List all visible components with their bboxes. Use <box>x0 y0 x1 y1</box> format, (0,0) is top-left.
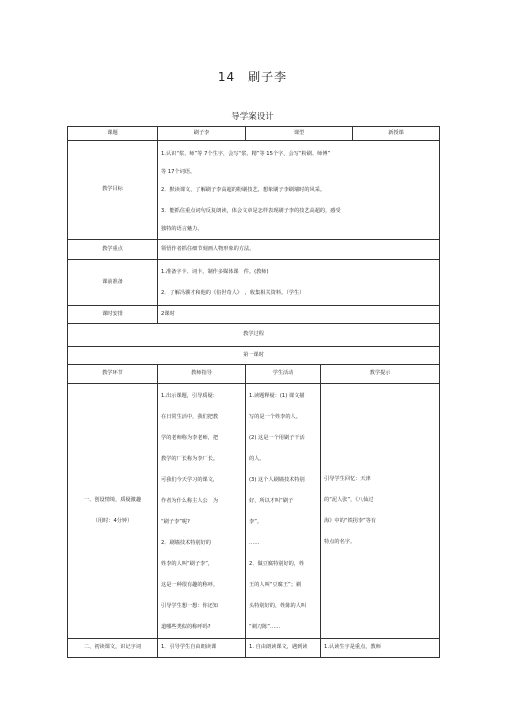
header-topic-label: 课题 <box>68 127 158 141</box>
teacher-line: 这是一种很有趣的称呼。 <box>161 582 219 588</box>
teacher-line: 2．刷墙技术特别好的 <box>161 540 211 546</box>
teacher-line: “刷子李”呢? <box>161 519 190 525</box>
student-line: 李”。 <box>249 519 263 525</box>
student-line: …… <box>249 540 260 546</box>
preparation-content <box>158 260 440 306</box>
student-line: 好，所以才叫“刷子 <box>249 498 294 504</box>
header-type-label: 课型 <box>246 127 353 141</box>
page-subtitle: 导学案设计 <box>231 112 274 122</box>
key-point-text: 领悟作者抓住细节刻画人物形象的方法。 <box>158 240 440 260</box>
objective-line: 3．能抓住重点词句反复朗读，体会文章是怎样表现刷子李的技艺高超的，感受 <box>161 207 341 214</box>
hint-line: 海》中的“铁拐李”等有 <box>324 518 377 524</box>
lesson-title-row <box>68 347 440 365</box>
column-header: 教学提示 <box>321 365 440 384</box>
stage1-teacher <box>158 384 246 639</box>
teacher-line: 引导学生想一想：你还知 <box>161 603 219 609</box>
stage2-name: 二、初读课文，识记字词 <box>68 639 158 658</box>
header-topic-value: 刷子李 <box>158 127 246 141</box>
objective-line: 2．默读课文，了解刷子李高超的粉刷技艺，想象刷子李刷墙时的风采。 <box>161 186 326 193</box>
stage1-time: （用时：4分钟） <box>92 518 133 524</box>
stage2-teacher: 1．引导学生自由朗读课 <box>158 639 246 658</box>
preparation-label: 课前准备 <box>68 260 158 306</box>
teacher-line: 学的老师称为李老师，把 <box>161 435 219 441</box>
objective-line: 独特的语言魅力。 <box>161 225 203 232</box>
student-line: 王的人叫“豆腐王”；剃 <box>249 582 302 588</box>
stage1-row <box>68 384 440 639</box>
stage2-student: 1. 自由朗读课文，遇到读 <box>246 639 321 658</box>
teacher-line: 可我们今天学习的课文， <box>161 477 219 483</box>
stage1-name-cell <box>68 384 158 639</box>
student-line: 头特别好的，姓陈的人叫 <box>249 603 307 609</box>
student-line: 写的是一个姓李的人。 <box>249 414 301 420</box>
hint-line: 引导学生回忆：天津 <box>324 476 371 482</box>
teacher-line: 教学的厂长称为李厂长。 <box>161 456 219 462</box>
process-title-row <box>68 324 440 347</box>
objective-line: 等 17个词语。 <box>161 168 196 175</box>
key-point-label: 教学重点 <box>68 240 158 260</box>
student-line: 的人。 <box>249 456 265 462</box>
objective-line: 1.认识“浆、师”等 7个生字，会写“浆、精”等 15个字，会写“粉刷、师傅” <box>161 150 331 157</box>
student-line: (2) 这是一个用刷子干活 <box>249 435 305 441</box>
stage1-hint <box>321 384 440 639</box>
column-header-row <box>68 365 440 384</box>
student-line: 2．做豆腐特别好的，姓 <box>249 561 305 567</box>
page-title: 14 刷子李 <box>217 70 288 84</box>
column-header: 教学环节 <box>68 365 158 384</box>
student-line: 1.读题释疑：(1) 课文描 <box>249 393 305 399</box>
objectives-row <box>68 141 440 240</box>
preparation-line: 2．了解冯骥才和他的《俗世奇人》 ，收集相关资料。（学生） <box>161 289 305 296</box>
hint-line: 的“泥人张”，《八仙过 <box>324 497 374 503</box>
schedule-text: 2课时 <box>158 306 440 324</box>
teacher-line: 在日常生活中，我们把教 <box>161 414 219 420</box>
teacher-line: 作者为什么称主人公 为 <box>161 498 219 504</box>
schedule-label: 课时安排 <box>68 306 158 324</box>
column-header: 学生活动 <box>246 365 321 384</box>
student-line: “剃刀陈”…… <box>249 624 281 630</box>
schedule-row <box>68 306 440 324</box>
stage2-row <box>68 639 440 658</box>
preparation-row <box>68 260 440 306</box>
column-header: 教师指导 <box>158 365 246 384</box>
header-type-value: 新授课 <box>353 127 440 141</box>
header-row <box>68 127 440 141</box>
stage1-name: 一、创设情境，质疑激趣 <box>83 497 142 503</box>
process-title: 教学过程 <box>68 324 440 347</box>
teacher-line: 道哪些类似的称呼吗? <box>161 624 211 630</box>
stage1-student <box>246 384 321 639</box>
teacher-line: 1.出示课题，引导质疑： <box>161 393 218 399</box>
objectives-label: 教学目标 <box>68 141 158 240</box>
hint-line: 特点的名字。 <box>324 539 356 545</box>
teacher-line: 姓李的人叫“刷子李”， <box>161 561 214 567</box>
key-point-row <box>68 240 440 260</box>
objectives-content <box>158 141 440 240</box>
preparation-line: 1.准备字卡、词卡，制作多媒体课 件。(教师) <box>161 268 269 275</box>
lesson-plan-table <box>67 126 440 658</box>
student-line: (3) 这个人刷墙技术特别 <box>249 477 305 483</box>
lesson-title: 第一课时 <box>68 347 440 365</box>
stage2-hint: 1.认读生字是重点，教师 <box>321 639 440 658</box>
